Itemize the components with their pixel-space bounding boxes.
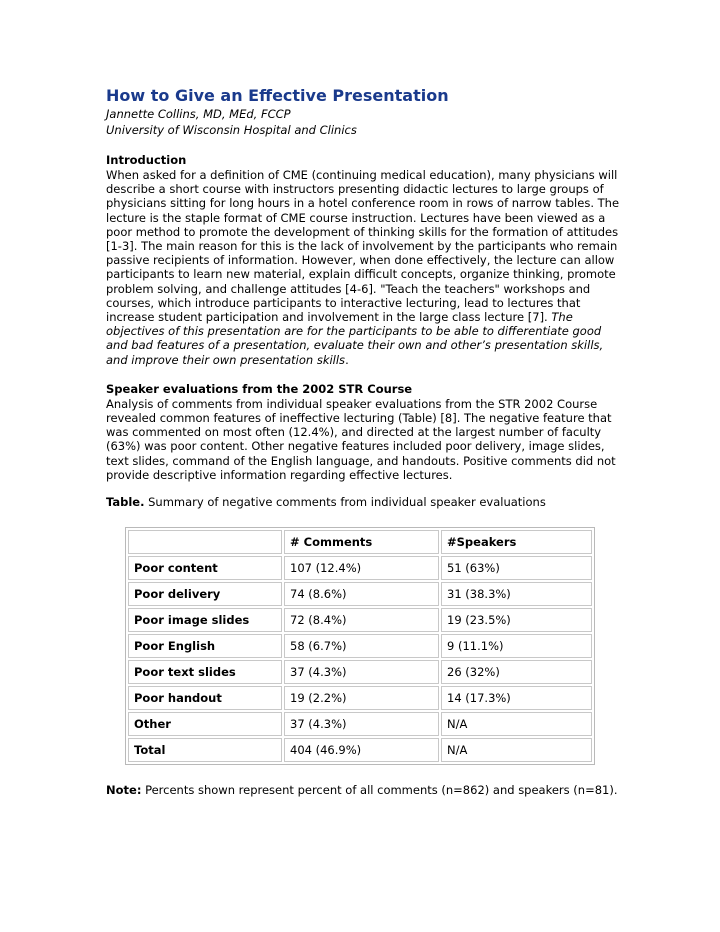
speakers-cell: 9 (11.1%) [441, 634, 592, 658]
header-cell-speakers: #Speakers [441, 530, 592, 554]
summary-table [125, 527, 595, 765]
affiliation-line: University of Wisconsin Hospital and Clinics [106, 123, 357, 137]
note-label: Note: [106, 783, 142, 798]
table-note [106, 783, 626, 798]
document-page [106, 86, 626, 798]
table-row [128, 712, 592, 736]
speakers-cell: 19 (23.5%) [441, 608, 592, 632]
comments-cell: 58 (6.7%) [284, 634, 439, 658]
comments-cell: 37 (4.3%) [284, 712, 439, 736]
table-row [128, 608, 592, 632]
row-label: Poor image slides [128, 608, 282, 632]
row-label: Poor handout [128, 686, 282, 710]
eval-heading: Speaker evaluations from the 2002 STR Course [106, 381, 413, 396]
table-row [128, 738, 592, 762]
intro-objectives: The objectives of this presentation are for the participants to be able to differentiate good and bad features of a presentation, evaluate their own and other’s presentation skills, and improve their own presentation skills [106, 310, 604, 367]
intro-end: . [345, 352, 349, 367]
speakers-cell: N/A [441, 712, 592, 736]
comments-cell: 74 (8.6%) [284, 582, 439, 606]
note-text: Percents shown represent percent of all comments (n=862) and speakers (n=81). [141, 783, 618, 798]
table-row [128, 660, 592, 684]
page-title: How to Give an Effective Presentation [106, 86, 449, 105]
table-caption-label: Table. [106, 495, 145, 510]
comments-cell: 72 (8.4%) [284, 608, 439, 632]
comments-cell: 37 (4.3%) [284, 660, 439, 684]
comments-cell: 404 (46.9%) [284, 738, 439, 762]
row-label: Poor content [128, 556, 282, 580]
row-label: Total [128, 738, 282, 762]
table-caption [106, 494, 626, 510]
row-label: Other [128, 712, 282, 736]
row-label: Poor delivery [128, 582, 282, 606]
header-cell-comments: # Comments [284, 530, 439, 554]
intro-text: When asked for a definition of CME (continuing medical education), many physicians will describe a short course with instructors presenting didactic lectures to large groups of physicians sitting for long hours in a hotel conference room in rows of narrow tables. The lecture is the staple format of CME course instruction. Lectures have been viewed as a poor method to promote the development of thinking skills for the formation of attitudes [1-3]. The main reason for this is the lack of involvement by the participants who remain passive recipients of information. However, when done effectively, the lecture can allow participants to learn new material, explain difficult concepts, organize thinking, promote problem solving, and challenge attitudes [4-6]. "Teach the teachers" workshops and courses, which introduce participants to interactive lecturing, lead to lectures that increase student participation and involvement in the large class lecture [7]. [106, 168, 620, 325]
header-cell-empty [128, 530, 282, 554]
eval-paragraph: Analysis of comments from individual speaker evaluations from the STR 2002 Course revealed common features of ineffective lecturing (Table) [8]. The negative feature that was commented on most often (12.4%), and directed at the largest number of faculty (63%) was poor content. Other negative features included poor delivery, image slides, text slides, command of the English language, and handouts. Positive comments did not provide descriptive information regarding effective lectures. [106, 396, 616, 482]
speakers-cell: 14 (17.3%) [441, 686, 592, 710]
author-line: Jannette Collins, MD, MEd, FCCP [106, 107, 291, 121]
row-label: Poor text slides [128, 660, 282, 684]
table-caption-text: Summary of negative comments from individual speaker evaluations [144, 495, 546, 510]
speakers-cell: 31 (38.3%) [441, 582, 592, 606]
table-row [128, 634, 592, 658]
table-row [128, 556, 592, 580]
speakers-cell: 26 (32%) [441, 660, 592, 684]
intro-heading: Introduction [106, 153, 187, 167]
speakers-cell: 51 (63%) [441, 556, 592, 580]
comments-cell: 107 (12.4%) [284, 556, 439, 580]
speakers-cell: N/A [441, 738, 592, 762]
table-row [128, 686, 592, 710]
table-row [128, 582, 592, 606]
row-label: Poor English [128, 634, 282, 658]
comments-cell: 19 (2.2%) [284, 686, 439, 710]
intro-paragraph [106, 168, 626, 367]
table-header-row [128, 530, 592, 554]
